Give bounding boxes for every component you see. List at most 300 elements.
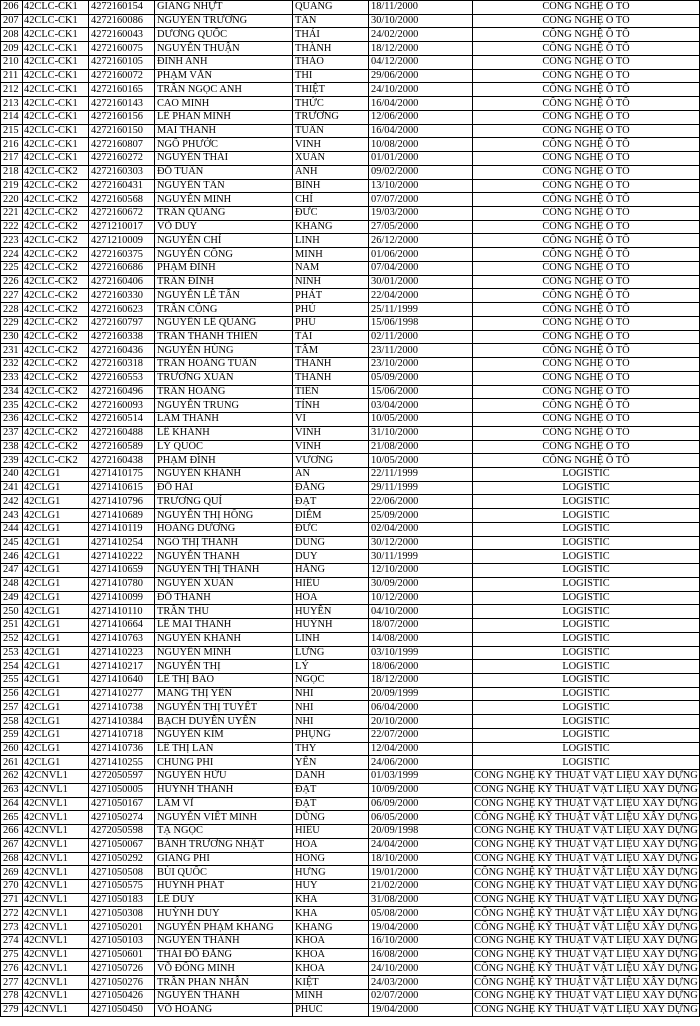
row-number-cell: 223 — [1, 234, 23, 248]
class-code-cell: 42CNVL1 — [23, 866, 89, 880]
major-cell: CÔNG NGHỆ Ô TÔ — [473, 413, 700, 427]
given-name-cell: ĐỨC — [293, 207, 369, 221]
given-name-cell: THÀNH — [293, 42, 369, 56]
student-id-cell: 4271410254 — [89, 536, 155, 550]
table-row — [1, 248, 700, 262]
row-number-cell: 234 — [1, 385, 23, 399]
birth-date-cell: 05/09/2000 — [369, 371, 473, 385]
class-code-cell: 42CNVL1 — [23, 852, 89, 866]
major-cell: CÔNG NGHỆ Ô TÔ — [473, 303, 700, 317]
given-name-cell: THANH — [293, 358, 369, 372]
table-row — [1, 138, 700, 152]
given-name-cell: NINH — [293, 275, 369, 289]
table-row — [1, 605, 700, 619]
row-number-cell: 237 — [1, 426, 23, 440]
major-cell: CÔNG NGHỆ Ô TÔ — [473, 316, 700, 330]
row-number-cell: 231 — [1, 344, 23, 358]
given-name-cell: KHOA — [293, 948, 369, 962]
given-name-cell: DŨNG — [293, 811, 369, 825]
student-id-cell: 4271050103 — [89, 934, 155, 948]
surname-cell: LÊ PHAN MINH — [155, 110, 293, 124]
table-row — [1, 619, 700, 633]
class-code-cell: 42CLG1 — [23, 660, 89, 674]
birth-date-cell: 15/06/1998 — [369, 316, 473, 330]
table-row — [1, 921, 700, 935]
major-cell: CÔNG NGHỆ Ô TÔ — [473, 193, 700, 207]
row-number-cell: 276 — [1, 962, 23, 976]
row-number-cell: 278 — [1, 989, 23, 1003]
birth-date-cell: 12/10/2000 — [369, 564, 473, 578]
class-code-cell: 42CLC-CK1 — [23, 14, 89, 28]
row-number-cell: 262 — [1, 770, 23, 784]
major-cell: CÔNG NGHỆ Ô TÔ — [473, 261, 700, 275]
major-cell: LOGISTIC — [473, 756, 700, 770]
student-id-cell: 4272160150 — [89, 124, 155, 138]
table-row — [1, 316, 700, 330]
row-number-cell: 222 — [1, 220, 23, 234]
given-name-cell: TÍNH — [293, 399, 369, 413]
birth-date-cell: 16/10/2000 — [369, 934, 473, 948]
surname-cell: PHẠM VĂN — [155, 69, 293, 83]
class-code-cell: 42CNVL1 — [23, 770, 89, 784]
student-id-cell: 4272160436 — [89, 344, 155, 358]
row-number-cell: 273 — [1, 921, 23, 935]
class-code-cell: 42CLC-CK2 — [23, 413, 89, 427]
major-cell: CÔNG NGHỆ Ô TÔ — [473, 179, 700, 193]
table-row — [1, 591, 700, 605]
row-number-cell: 246 — [1, 550, 23, 564]
student-id-cell: 4271050201 — [89, 921, 155, 935]
student-id-cell: 4271410718 — [89, 728, 155, 742]
surname-cell: NGUYỄN KIM — [155, 728, 293, 742]
birth-date-cell: 13/10/2000 — [369, 179, 473, 193]
student-id-cell: 4271050167 — [89, 797, 155, 811]
surname-cell: TRẦN THANH THIÊN — [155, 330, 293, 344]
major-cell: CÔNG NGHỆ KỸ THUẬT VẬT LIỆU XÂY DỰNG — [474, 797, 698, 809]
student-id-cell: 4272160154 — [89, 1, 155, 15]
student-id-cell: 4271410659 — [89, 564, 155, 578]
major-cell: CÔNG NGHỆ Ô TÔ — [473, 165, 700, 179]
major-cell: LOGISTIC — [473, 591, 700, 605]
major-cell: CÔNG NGHỆ KỸ THUẬT VẬT LIỆU XÂY DỰNG — [474, 880, 698, 892]
class-code-cell: 42CLG1 — [23, 522, 89, 536]
given-name-cell: HIẾU — [293, 825, 369, 839]
student-id-cell: 4272160375 — [89, 248, 155, 262]
major-cell: CÔNG NGHỆ KỸ THUẬT VẬT LIỆU XÂY DỰNG — [474, 976, 698, 988]
surname-cell: LÊ MAI THANH — [155, 619, 293, 633]
birth-date-cell: 19/03/2000 — [369, 207, 473, 221]
table-row — [1, 728, 700, 742]
student-id-cell: 4272160105 — [89, 55, 155, 69]
birth-date-cell: 16/04/2000 — [369, 97, 473, 111]
table-row — [1, 344, 700, 358]
major-cell: LOGISTIC — [473, 619, 700, 633]
row-number-cell: 210 — [1, 55, 23, 69]
birth-date-cell: 22/07/2000 — [369, 728, 473, 742]
table-row — [1, 193, 700, 207]
row-number-cell: 215 — [1, 124, 23, 138]
table-row — [1, 522, 700, 536]
class-code-cell: 42CLG1 — [23, 591, 89, 605]
row-number-cell: 229 — [1, 316, 23, 330]
class-code-cell: 42CLC-CK1 — [23, 1, 89, 15]
given-name-cell: LINH — [293, 632, 369, 646]
table-row — [1, 715, 700, 729]
given-name-cell: KHANG — [293, 220, 369, 234]
student-id-cell: 4271050308 — [89, 907, 155, 921]
table-row — [1, 893, 700, 907]
given-name-cell: VINH — [293, 440, 369, 454]
given-name-cell: ĐỨC — [293, 522, 369, 536]
surname-cell: LÊ KHÁNH — [155, 426, 293, 440]
table-row — [1, 852, 700, 866]
surname-cell: TRẦN HOÀNG — [155, 385, 293, 399]
surname-cell: NGUYỄN THỊ HỒNG — [155, 509, 293, 523]
class-code-cell: 42CLC-CK2 — [23, 193, 89, 207]
major-cell: LOGISTIC — [473, 522, 700, 536]
given-name-cell: THANH — [293, 371, 369, 385]
surname-cell: NGUYỄN MINH — [155, 193, 293, 207]
student-id-cell: 4271050276 — [89, 976, 155, 990]
table-row — [1, 577, 700, 591]
given-name-cell: LINH — [293, 234, 369, 248]
student-id-cell: 4271410119 — [89, 522, 155, 536]
table-row — [1, 124, 700, 138]
class-code-cell: 42CLC-CK2 — [23, 275, 89, 289]
surname-cell: CAO MINH — [155, 97, 293, 111]
class-code-cell: 42CLG1 — [23, 481, 89, 495]
class-code-cell: 42CLG1 — [23, 687, 89, 701]
student-id-cell: 4271410615 — [89, 481, 155, 495]
birth-date-cell: 06/09/2000 — [369, 797, 473, 811]
surname-cell: NGUYỄN TRUNG — [155, 399, 293, 413]
birth-date-cell: 31/10/2000 — [369, 426, 473, 440]
table-row — [1, 783, 700, 797]
given-name-cell: KIỆT — [293, 976, 369, 990]
birth-date-cell: 22/04/2000 — [369, 289, 473, 303]
student-id-cell: 4271050575 — [89, 880, 155, 894]
given-name-cell: TÂM — [293, 344, 369, 358]
surname-cell: NGUYỄN THANH — [155, 550, 293, 564]
birth-date-cell: 18/06/2000 — [369, 660, 473, 674]
row-number-cell: 270 — [1, 880, 23, 894]
class-code-cell: 42CNVL1 — [23, 893, 89, 907]
student-id-cell: 4272160272 — [89, 152, 155, 166]
surname-cell: TRẦN QUANG — [155, 207, 293, 221]
class-code-cell: 42CLG1 — [23, 605, 89, 619]
given-name-cell: ĐẠT — [293, 495, 369, 509]
given-name-cell: HUỲNH — [293, 619, 369, 633]
major-cell: CÔNG NGHỆ Ô TÔ — [473, 138, 700, 152]
major-cell: CÔNG NGHỆ Ô TÔ — [473, 358, 700, 372]
class-code-cell: 42CLG1 — [23, 467, 89, 481]
table-row — [1, 55, 700, 69]
row-number-cell: 272 — [1, 907, 23, 921]
birth-date-cell: 20/09/1999 — [369, 687, 473, 701]
class-code-cell: 42CNVL1 — [23, 989, 89, 1003]
class-code-cell: 42CLC-CK1 — [23, 124, 89, 138]
row-number-cell: 263 — [1, 783, 23, 797]
given-name-cell: HƯNG — [293, 866, 369, 880]
given-name-cell: THY — [293, 742, 369, 756]
row-number-cell: 224 — [1, 248, 23, 262]
student-id-cell: 4272160406 — [89, 275, 155, 289]
row-number-cell: 225 — [1, 261, 23, 275]
class-code-cell: 42CLG1 — [23, 509, 89, 523]
surname-cell: GIANG PHI — [155, 852, 293, 866]
class-code-cell: 42CLG1 — [23, 728, 89, 742]
major-cell: CÔNG NGHỆ Ô TÔ — [473, 83, 700, 97]
student-id-cell: 4271410255 — [89, 756, 155, 770]
birth-date-cell: 03/10/1999 — [369, 646, 473, 660]
surname-cell: NGUYỄN KHÁNH — [155, 632, 293, 646]
major-cell: LOGISTIC — [473, 509, 700, 523]
major-cell: LOGISTIC — [473, 536, 700, 550]
given-name-cell: MINH — [293, 989, 369, 1003]
major-cell: CÔNG NGHỆ Ô TÔ — [473, 440, 700, 454]
student-id-cell: 4271410780 — [89, 577, 155, 591]
class-code-cell: 42CLC-CK2 — [23, 220, 89, 234]
row-number-cell: 206 — [1, 1, 23, 15]
row-number-cell: 249 — [1, 591, 23, 605]
surname-cell: NGUYỄN TẤN — [155, 179, 293, 193]
table-row — [1, 261, 700, 275]
student-id-cell: 4272160797 — [89, 316, 155, 330]
row-number-cell: 256 — [1, 687, 23, 701]
class-code-cell: 42CLC-CK2 — [23, 399, 89, 413]
table-row — [1, 632, 700, 646]
given-name-cell: THIỆT — [293, 83, 369, 97]
student-id-cell: 4272160043 — [89, 28, 155, 42]
surname-cell: NGÔ PHƯỚC — [155, 138, 293, 152]
row-number-cell: 209 — [1, 42, 23, 56]
class-code-cell: 42CLC-CK2 — [23, 248, 89, 262]
surname-cell: VÕ HOÀNG — [155, 1003, 293, 1017]
surname-cell: ĐỖ TUẤN — [155, 165, 293, 179]
row-number-cell: 226 — [1, 275, 23, 289]
surname-cell: ĐỖ THANH — [155, 591, 293, 605]
surname-cell: BẠCH DUYÊN UYÊN — [155, 715, 293, 729]
table-row — [1, 289, 700, 303]
student-id-cell: 4271050292 — [89, 852, 155, 866]
major-cell: CÔNG NGHỆ Ô TÔ — [473, 330, 700, 344]
surname-cell: LÊ THỊ BẢO — [155, 673, 293, 687]
surname-cell: NGUYỄN LÊ QUANG — [155, 316, 293, 330]
student-id-cell: 4271410763 — [89, 632, 155, 646]
row-number-cell: 261 — [1, 756, 23, 770]
major-cell: CÔNG NGHỆ Ô TÔ — [473, 275, 700, 289]
table-row — [1, 687, 700, 701]
given-name-cell: VI — [293, 413, 369, 427]
student-id-cell: 4272160623 — [89, 303, 155, 317]
class-code-cell: 42CLC-CK2 — [23, 234, 89, 248]
major-cell: CÔNG NGHỆ Ô TÔ — [473, 42, 700, 56]
row-number-cell: 207 — [1, 14, 23, 28]
class-code-cell: 42CLG1 — [23, 495, 89, 509]
birth-date-cell: 18/12/2000 — [369, 42, 473, 56]
birth-date-cell: 01/03/1999 — [369, 770, 473, 784]
birth-date-cell: 22/11/1999 — [369, 467, 473, 481]
table-row — [1, 962, 700, 976]
student-id-cell: 4271410689 — [89, 509, 155, 523]
class-code-cell: 42CLG1 — [23, 701, 89, 715]
given-name-cell: TIẾN — [293, 385, 369, 399]
student-id-cell: 4271050274 — [89, 811, 155, 825]
table-row — [1, 536, 700, 550]
class-code-cell: 42CLC-CK2 — [23, 289, 89, 303]
birth-date-cell: 25/11/1999 — [369, 303, 473, 317]
major-cell: CÔNG NGHỆ KỸ THUẬT VẬT LIỆU XÂY DỰNG — [474, 770, 698, 782]
row-number-cell: 271 — [1, 893, 23, 907]
row-number-cell: 277 — [1, 976, 23, 990]
class-code-cell: 42CLC-CK2 — [23, 261, 89, 275]
birth-date-cell: 25/09/2000 — [369, 509, 473, 523]
surname-cell: NGÔ THỊ THANH — [155, 536, 293, 550]
student-id-cell: 4272160672 — [89, 207, 155, 221]
major-cell: CÔNG NGHỆ Ô TÔ — [473, 289, 700, 303]
surname-cell: MANG THỊ YẾN — [155, 687, 293, 701]
class-code-cell: 42CLG1 — [23, 673, 89, 687]
student-id-cell: 4272160807 — [89, 138, 155, 152]
table-row — [1, 880, 700, 894]
row-number-cell: 217 — [1, 152, 23, 166]
birth-date-cell: 05/08/2000 — [369, 907, 473, 921]
birth-date-cell: 10/09/2000 — [369, 783, 473, 797]
class-code-cell: 42CNVL1 — [23, 948, 89, 962]
surname-cell: GIANG NHỰT — [155, 1, 293, 15]
class-code-cell: 42CLC-CK1 — [23, 97, 89, 111]
birth-date-cell: 10/05/2000 — [369, 454, 473, 468]
row-number-cell: 232 — [1, 358, 23, 372]
class-code-cell: 42CNVL1 — [23, 783, 89, 797]
class-code-cell: 42CNVL1 — [23, 934, 89, 948]
class-code-cell: 42CLC-CK2 — [23, 165, 89, 179]
student-id-cell: 4272160686 — [89, 261, 155, 275]
given-name-cell: HUY — [293, 880, 369, 894]
given-name-cell: KHANG — [293, 921, 369, 935]
table-row — [1, 701, 700, 715]
table-row — [1, 907, 700, 921]
row-number-cell: 244 — [1, 522, 23, 536]
given-name-cell: DUY — [293, 550, 369, 564]
row-number-cell: 269 — [1, 866, 23, 880]
major-cell: CÔNG NGHỆ Ô TÔ — [473, 454, 700, 468]
major-cell: CÔNG NGHỆ Ô TÔ — [473, 124, 700, 138]
student-id-cell: 4271410664 — [89, 619, 155, 633]
class-code-cell: 42CLG1 — [23, 550, 89, 564]
given-name-cell: BÌNH — [293, 179, 369, 193]
class-code-cell: 42CLC-CK2 — [23, 426, 89, 440]
given-name-cell: HỒNG — [293, 852, 369, 866]
surname-cell: CHUNG PHI — [155, 756, 293, 770]
student-id-cell: 4271410099 — [89, 591, 155, 605]
row-number-cell: 233 — [1, 371, 23, 385]
birth-date-cell: 18/11/2000 — [369, 1, 473, 15]
class-code-cell: 42CLC-CK2 — [23, 303, 89, 317]
surname-cell: LÝ QUỐC — [155, 440, 293, 454]
row-number-cell: 208 — [1, 28, 23, 42]
birth-date-cell: 19/01/2000 — [369, 866, 473, 880]
student-id-cell: 4271410796 — [89, 495, 155, 509]
student-id-cell: 4271410222 — [89, 550, 155, 564]
row-number-cell: 251 — [1, 619, 23, 633]
surname-cell: NGUYỄN PHẠM KHANG — [155, 921, 293, 935]
table-row — [1, 110, 700, 124]
class-code-cell: 42CNVL1 — [23, 825, 89, 839]
student-id-cell: 4271210017 — [89, 220, 155, 234]
row-number-cell: 247 — [1, 564, 23, 578]
major-cell: CÔNG NGHỆ KỸ THUẬT VẬT LIỆU XÂY DỰNG — [474, 907, 698, 919]
birth-date-cell: 09/02/2000 — [369, 165, 473, 179]
surname-cell: NGUYỄN HỮU — [155, 770, 293, 784]
birth-date-cell: 21/02/2000 — [369, 880, 473, 894]
table-row — [1, 234, 700, 248]
major-cell: LOGISTIC — [473, 673, 700, 687]
class-code-cell: 42CLC-CK1 — [23, 110, 89, 124]
birth-date-cell: 14/08/2000 — [369, 632, 473, 646]
student-id-cell: 4271050508 — [89, 866, 155, 880]
class-code-cell: 42CLC-CK1 — [23, 83, 89, 97]
table-row — [1, 152, 700, 166]
table-row — [1, 742, 700, 756]
student-id-cell: 4271410223 — [89, 646, 155, 660]
table-row — [1, 1, 700, 15]
birth-date-cell: 16/04/2000 — [369, 124, 473, 138]
table-row — [1, 207, 700, 221]
given-name-cell: NHI — [293, 701, 369, 715]
birth-date-cell: 19/04/2000 — [369, 921, 473, 935]
row-number-cell: 219 — [1, 179, 23, 193]
table-row — [1, 866, 700, 880]
given-name-cell: HIẾU — [293, 577, 369, 591]
given-name-cell: PHÚC — [293, 1003, 369, 1017]
class-code-cell: 42CLC-CK2 — [23, 330, 89, 344]
row-number-cell: 279 — [1, 1003, 23, 1017]
given-name-cell: XUÂN — [293, 152, 369, 166]
given-name-cell: AN — [293, 467, 369, 481]
row-number-cell: 253 — [1, 646, 23, 660]
student-id-cell: 4272160338 — [89, 330, 155, 344]
given-name-cell: NGỌC — [293, 673, 369, 687]
table-row — [1, 165, 700, 179]
surname-cell: NGUYỄN THỊ — [155, 660, 293, 674]
class-code-cell: 42CLC-CK2 — [23, 358, 89, 372]
class-code-cell: 42CLG1 — [23, 536, 89, 550]
surname-cell: NGUYỄN MINH — [155, 646, 293, 660]
row-number-cell: 211 — [1, 69, 23, 83]
table-row — [1, 83, 700, 97]
given-name-cell: YẾN — [293, 756, 369, 770]
student-id-cell: 4272160330 — [89, 289, 155, 303]
surname-cell: THÁI ĐỖ ĐĂNG — [155, 948, 293, 962]
given-name-cell: PHÚ — [293, 303, 369, 317]
given-name-cell: ĐẠT — [293, 783, 369, 797]
student-id-cell: 4272160496 — [89, 385, 155, 399]
birth-date-cell: 27/05/2000 — [369, 220, 473, 234]
birth-date-cell: 30/01/2000 — [369, 275, 473, 289]
birth-date-cell: 24/02/2000 — [369, 28, 473, 42]
surname-cell: NGUYỄN THÁI — [155, 152, 293, 166]
given-name-cell: PHỤNG — [293, 728, 369, 742]
student-id-cell: 4271410640 — [89, 673, 155, 687]
student-id-cell: 4272160143 — [89, 97, 155, 111]
table-row — [1, 1003, 700, 1017]
surname-cell: BÀNH TRƯƠNG NHẬT — [155, 838, 293, 852]
birth-date-cell: 30/11/1999 — [369, 550, 473, 564]
birth-date-cell: 18/12/2000 — [369, 673, 473, 687]
major-cell: LOGISTIC — [473, 728, 700, 742]
row-number-cell: 257 — [1, 701, 23, 715]
